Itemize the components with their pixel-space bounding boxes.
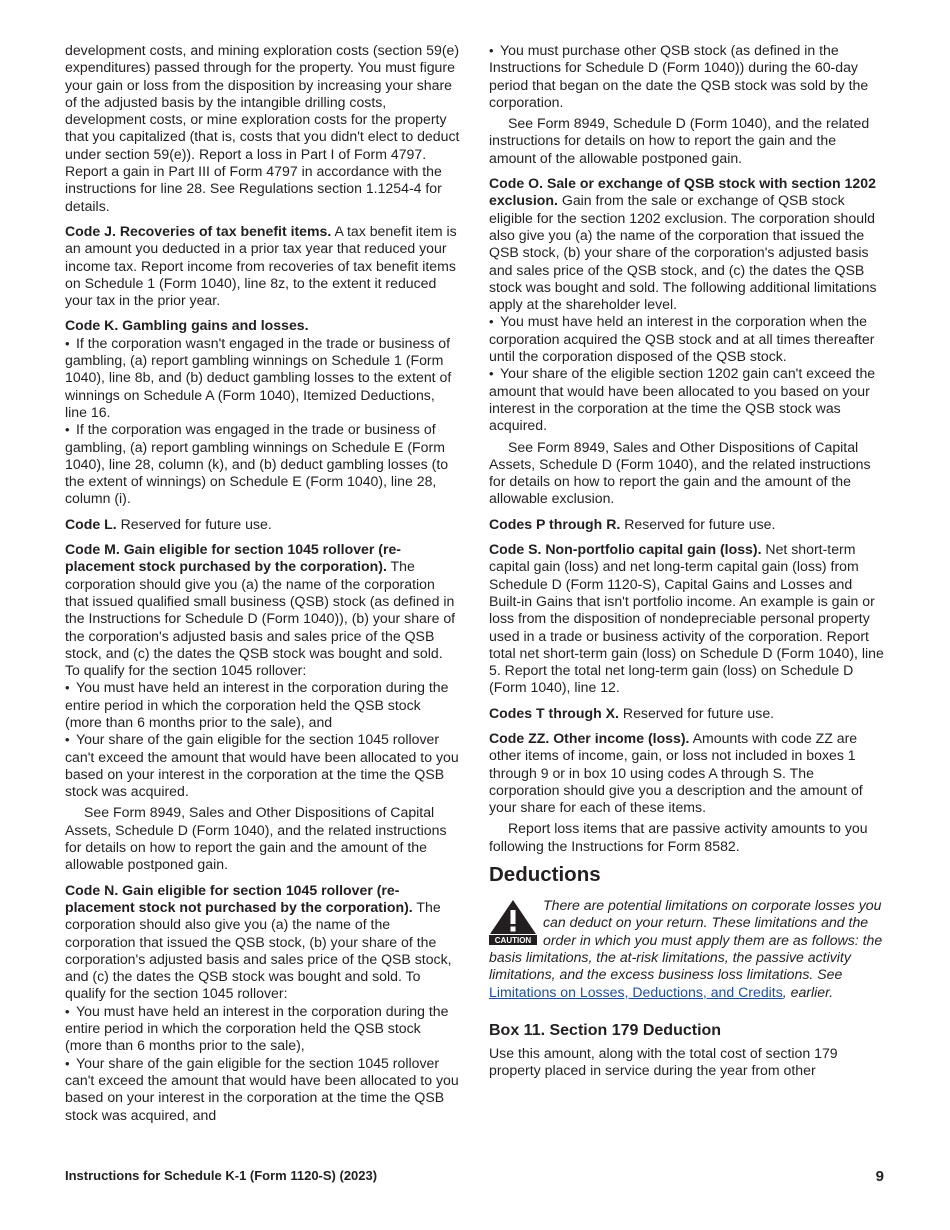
codes-t-x-paragraph — [489, 705, 884, 722]
code-l-paragraph — [65, 516, 460, 533]
code-o-text: Gain from the sale or exchange of QSB stock eligible for the section 1202 exclusion. The corporation should also give you (a) the name of the corporation that issued the QSB stock, (b) your share of the corporation's adjusted basis and sales price of the QSB stock, and (c) the dates the QSB stock was bought and sold. The following additional limitations apply at the shareholder level. — [489, 192, 877, 313]
code-k-title: Code K. Gambling gains and losses. — [65, 317, 309, 334]
footer-title: Instructions for Schedule K-1 (Form 1120-S) (2023) — [65, 1168, 378, 1183]
code-n-bullet-1: • You must have held an interest in the corporation during the entire period in which the corporation held the QSB stock (more than 6 months prior to the sale), — [65, 1003, 460, 1055]
code-m-bullet-1: • You must have held an interest in the corporation during the entire period in which the corporation held the QSB stock (more than 6 months prior to the sale), and — [65, 679, 460, 731]
code-zz-title: Code ZZ. Other income (loss). — [489, 729, 690, 746]
qsb-purchase-bullet: • You must purchase other QSB stock (as defined in the Instructions for Schedule D (Form 1040)) during the 60-day period that began on the date the QSB stock was sold by the corporation. — [489, 42, 884, 111]
codes-t-x-title: Codes T through X. — [489, 704, 619, 721]
code-o-paragraph — [489, 175, 884, 313]
caution-text-body: There are potential limitations on corporate losses you can deduct on your return. These limitations and the order in which you must apply them are as follows: the basis limitations, the at-risk limitations, the passive activity limitations, and the excess business loss limitations. See — [489, 897, 883, 983]
code-k-bullet-1: • If the corporation wasn't engaged in the trade or business of gambling, (a) report gambling winnings on Schedule 1 (Form 1040), line 8b, and (b) deduct gambling losses to the extent of winnings on Schedule A (Form 1040), Itemized Deductions, line 16. — [65, 335, 460, 421]
code-n-title: Code N. Gain eligible for section 1045 rollover (re-placement stock not purchased by the corporation). — [65, 881, 413, 915]
codes-t-x-text: Reserved for future use. — [618, 704, 775, 721]
code-o-title: Code O. Sale or exchange of QSB stock with section 1202 exclusion. — [489, 175, 876, 209]
box-11-text: Use this amount, along with the total cost of section 179 property placed in service during the year from other — [489, 1044, 838, 1079]
code-n-paragraph — [65, 882, 460, 1003]
code-s-text: Net short-term capital gain (loss) and net long-term capital gain (loss) from Schedule D (Form 1120-S), Capital Gains and Losses and Built-in Gains that isn't portfolio income. An example is gain or loss from the disposition of nondepreciable personal property used in a trade or business activity of the corporation. Report total net short-term gain (loss) on Schedule D (Form 1040), line 5. Report the total net long-term gain (loss) on Schedule D (Form 1040), line 12. — [489, 541, 884, 696]
caution-block — [489, 897, 884, 1001]
code-n-bullet-2: • Your share of the gain eligible for the section 1045 rollover can't exceed the amount that would have been allocated to you based on your interest in the corporation at the time the QSB stock was acquired, and — [65, 1055, 460, 1124]
caution-icon — [489, 899, 537, 945]
code-zz-text: Amounts with code ZZ are other items of income, gain, or loss not included in boxes 1 through 9 or in box 10 using codes A through S. The corporation should give you a description and the amount of your share for each of these items. — [489, 729, 863, 816]
page-number: 9 — [875, 1168, 884, 1185]
code-l-text: Reserved for future use. — [116, 515, 272, 532]
code-o-bullet-2: • Your share of the eligible section 1202 gain can't exceed the amount that would have been allocated to you based on your interest in the corporation at the time the QSB stock was acquired. — [489, 365, 884, 434]
codes-p-r-text: Reserved for future use. — [620, 515, 776, 532]
code-s-title: Code S. Non-portfolio capital gain (loss). — [489, 541, 762, 558]
code-zz-report: Report loss items that are passive activity amounts to you following the Instructions for Form 8582. — [489, 820, 868, 854]
code-j-title: Code J. Recoveries of tax benefit items. — [65, 222, 332, 239]
page-footer — [65, 1168, 884, 1185]
see-form-8949-paragraph: See Form 8949, Schedule D (Form 1040), and the related instructions for details on how to report the gain and the amount of the allowable postponed gain. — [489, 115, 870, 166]
deductions-heading: Deductions — [489, 863, 601, 887]
code-m-see: See Form 8949, Sales and Other Dispositions of Capital Assets, Schedule D (Form 1040), and the related instructions for details on how to report the gain and the amount of the allowable postponed gain. — [65, 804, 447, 873]
code-l-title: Code L. — [65, 515, 117, 532]
code-m-text: The corporation should give you (a) the name of the corporation that issued qualified small business (QSB) stock (as defined in the Instructions for Schedule D (Form 1040)), (b) your share of the corporation's adjusted basis and sales price of the QSB stock, and (c) the dates the QSB stock was bought and sold. To qualify for the section 1045 rollover: — [65, 558, 456, 679]
code-k-bullet-2: • If the corporation was engaged in the trade or business of gambling, (a) report gambling winnings on Schedule E (Form 1040), line 28, column (k), and (b) deduct gambling losses (to the extent of winnings) on Schedule E (Form 1040), line 28, column (i). — [65, 421, 460, 507]
continued-paragraph: development costs, and mining exploration costs (section 59(e) expenditures) passed through for the property. You must figure your gain or loss from the disposition by increasing your share of the adjusted basis by the intangible drilling costs, development costs, or mine exploration costs for the property that you capitalized (that is, costs that you didn't elect to deduct under section 59(e)). Report a loss in Part I of Form 4797. Report a gain in Part III of Form 4797 in accordance with the instructions for line 28. See Regulations section 1.1254-4 for details. — [65, 42, 460, 214]
code-s-paragraph — [489, 541, 884, 697]
right-column — [489, 42, 884, 1087]
code-o-see: See Form 8949, Sales and Other Dispositions of Capital Assets, Schedule D (Form 1040), and the related instructions for details on how to report the gain and the amount of the allowable exclusion. — [489, 438, 871, 507]
code-n-text: The corporation should also give you (a) the name of the corporation that issued the QSB stock, (b) your share of the corporation's adjusted basis and sales price of the QSB stock, and (c) the dates the QSB stock was bought and sold. To qualify for the section 1045 rollover: — [65, 898, 452, 1002]
caution-text — [489, 897, 884, 1001]
codes-p-r-paragraph — [489, 516, 884, 533]
code-m-bullet-2: • Your share of the gain eligible for the section 1045 rollover can't exceed the amount that would have been allocated to you based on your interest in the corporation at the time the QSB stock was acquired. — [65, 731, 460, 800]
code-o-bullet-1: • You must have held an interest in the corporation when the corporation acquired the QSB stock and at all times thereafter until the corporation disposed of the QSB stock. — [489, 313, 884, 365]
box-11-heading: Box 11. Section 179 Deduction — [489, 1021, 722, 1039]
caution-icon-label: CAUTION — [494, 936, 532, 946]
code-zz-paragraph — [489, 730, 884, 816]
code-m-title: Code M. Gain eligible for section 1045 rollover (re-placement stock purchased by the corporation). — [65, 541, 401, 575]
code-j-paragraph — [65, 223, 460, 309]
caution-text-end: , earlier. — [782, 983, 834, 1000]
left-column — [65, 42, 460, 1124]
codes-p-r-title: Codes P through R. — [489, 515, 621, 532]
code-j-text: A tax benefit item is an amount you deducted in a prior tax year that reduced your income tax. Report income from recoveries of tax benefit items on Schedule 1 (Form 1040), line 8z, to the extent it reduced your tax in the prior year. — [65, 222, 457, 309]
code-m-paragraph — [65, 541, 460, 679]
limitations-link[interactable]: Limitations on Losses, Deductions, and Credits — [489, 983, 783, 1000]
